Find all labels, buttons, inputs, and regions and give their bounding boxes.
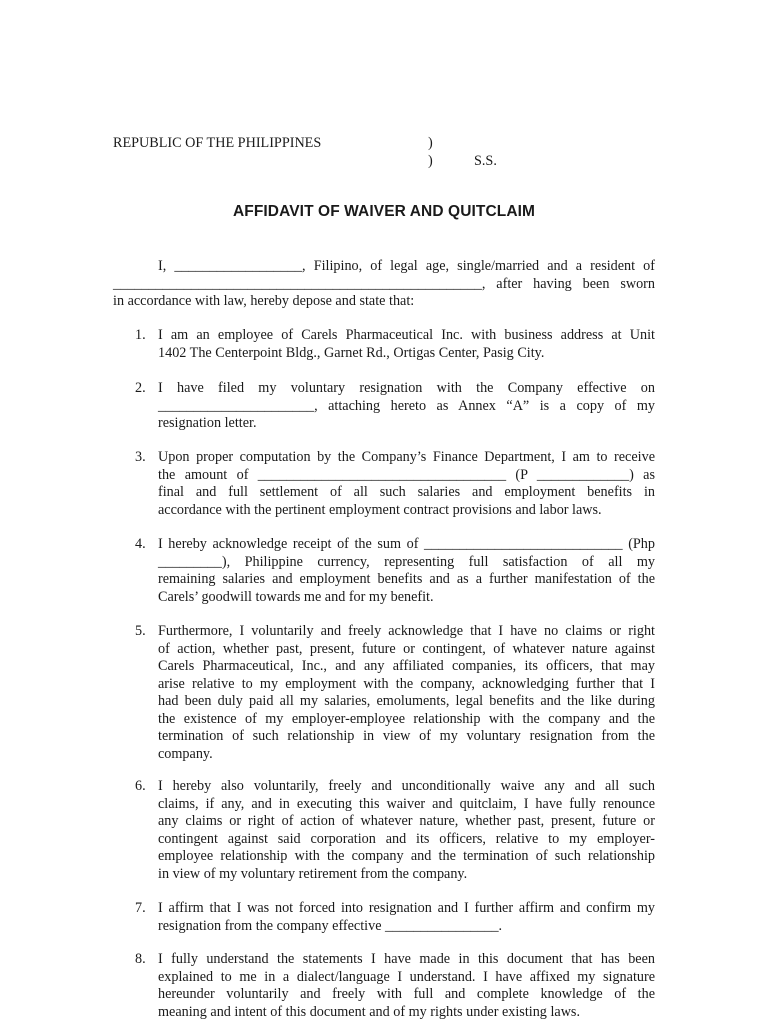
item-line: Upon proper computation by the Company’s Finance Department, I am to receive [158,449,655,465]
intro-line: I, __________________, Filipino, of legal age, single/married and a resident of [158,258,655,274]
item-line: resignation from the company effective ________________. [158,917,503,934]
item-line: accordance with the pertinent employment contract provisions and labor laws. [158,501,602,518]
caption-paren-1: ) [428,135,433,151]
item-line: in view of my voluntary retirement from the company. [158,865,468,882]
item-line: resignation letter. [158,415,257,431]
item-line: claims, if any, and in executing this waiver and quitclaim, I have fully renounce [158,795,655,812]
item-line: final and full settlement of all such salaries and employment benefits in [158,484,655,500]
item-line: _________), Philippine currency, representing full satisfaction of all my [158,553,655,570]
item-line: I affirm that I was not forced into resignation and I further affirm and confirm my [158,900,655,916]
item-line: Carels Pharmaceutical, Inc., and any affiliated companies, its officers, that may [158,658,655,674]
ss-label: S.S. [474,153,497,169]
affidavit-item-7 [113,900,655,935]
caption-paren-2: ) [428,153,433,169]
item-number: 7. [135,900,146,916]
item-line: the existence of my employer-employee relationship with the company and the [158,710,655,727]
item-line: ______________________, attaching hereto as Annex “A” is a copy of my [158,397,655,414]
intro-line: in accordance with law, hereby depose and state that: [113,293,415,309]
item-line: meaning and intent of this document and of my rights under existing laws. [158,1003,581,1020]
item-line: 1402 The Centerpoint Bldg., Garnet Rd., Ortigas Center, Pasig City. [158,344,545,361]
item-line: arise relative to my employment with the company, acknowledging further that I [158,675,655,692]
affidavit-item-5 [113,623,655,763]
item-number: 1. [135,327,146,343]
item-number: 2. [135,380,146,396]
item-line: explained to me in a dialect/language I understand. I have affixed my signature [158,968,655,985]
item-line: hereunder voluntarily and freely with full and complete knowledge of the [158,986,655,1002]
item-line: the amount of ___________________________________ (P _____________) as [158,466,655,483]
venue-row-2 [113,152,533,170]
affidavit-item-1 [113,327,655,362]
item-line: I fully understand the statements I have made in this document that has been [158,951,655,967]
item-line: company. [158,745,213,762]
item-line: contingent against said corporation and its officers, relative to my employer- [158,830,655,847]
item-text [158,536,655,606]
venue-row-1 [113,134,533,152]
item-line: Carels’ goodwill towards me and for my benefit. [158,588,434,605]
affidavit-item-2 [113,380,655,433]
item-text [158,449,655,519]
affidavit-item-6 [113,778,655,883]
intro-line: ____________________________________________________, after having been sworn [113,275,655,292]
intro-paragraph [113,258,655,311]
item-line: I have filed my voluntary resignation with the Company effective on [158,380,655,396]
venue-caption [113,134,533,170]
item-line: I am an employee of Carels Pharmaceutical Inc. with business address at Unit [158,327,655,343]
affidavit-item-3 [113,449,655,519]
document-title: AFFIDAVIT OF WAIVER AND QUITCLAIM [232,203,536,220]
affidavit-item-4 [113,536,655,606]
item-number: 3. [135,449,146,465]
item-number: 8. [135,951,146,967]
item-line: I hereby acknowledge receipt of the sum of ____________________________ (Php [158,536,655,552]
item-line: any claims or right of action of whatever nature, whether past, present, future or [158,813,655,829]
item-line: of action, whether past, present, future or contingent, of whatever nature against [158,640,655,657]
affidavit-item-8 [113,951,655,1021]
item-text [158,380,655,433]
item-text [158,951,655,1021]
item-line: remaining salaries and employment benefits and as a further manifestation of the [158,571,655,587]
item-text [158,778,655,883]
item-line: termination of such relationship in view of my voluntary resignation from the [158,728,655,744]
item-number: 5. [135,623,146,639]
item-text [158,623,655,763]
item-line: Furthermore, I voluntarily and freely acknowledge that I have no claims or right [158,623,655,639]
item-text [158,900,655,935]
item-line: had been duly paid all my salaries, emoluments, legal benefits and the like during [158,693,655,709]
item-line: employee relationship with the company and the termination of such relationship [158,848,655,864]
item-text [158,327,655,362]
item-line: I hereby also voluntarily, freely and unconditionally waive any and all such [158,778,655,794]
item-number: 4. [135,536,146,552]
item-number: 6. [135,778,146,794]
country-label: REPUBLIC OF THE PHILIPPINES [113,135,322,151]
